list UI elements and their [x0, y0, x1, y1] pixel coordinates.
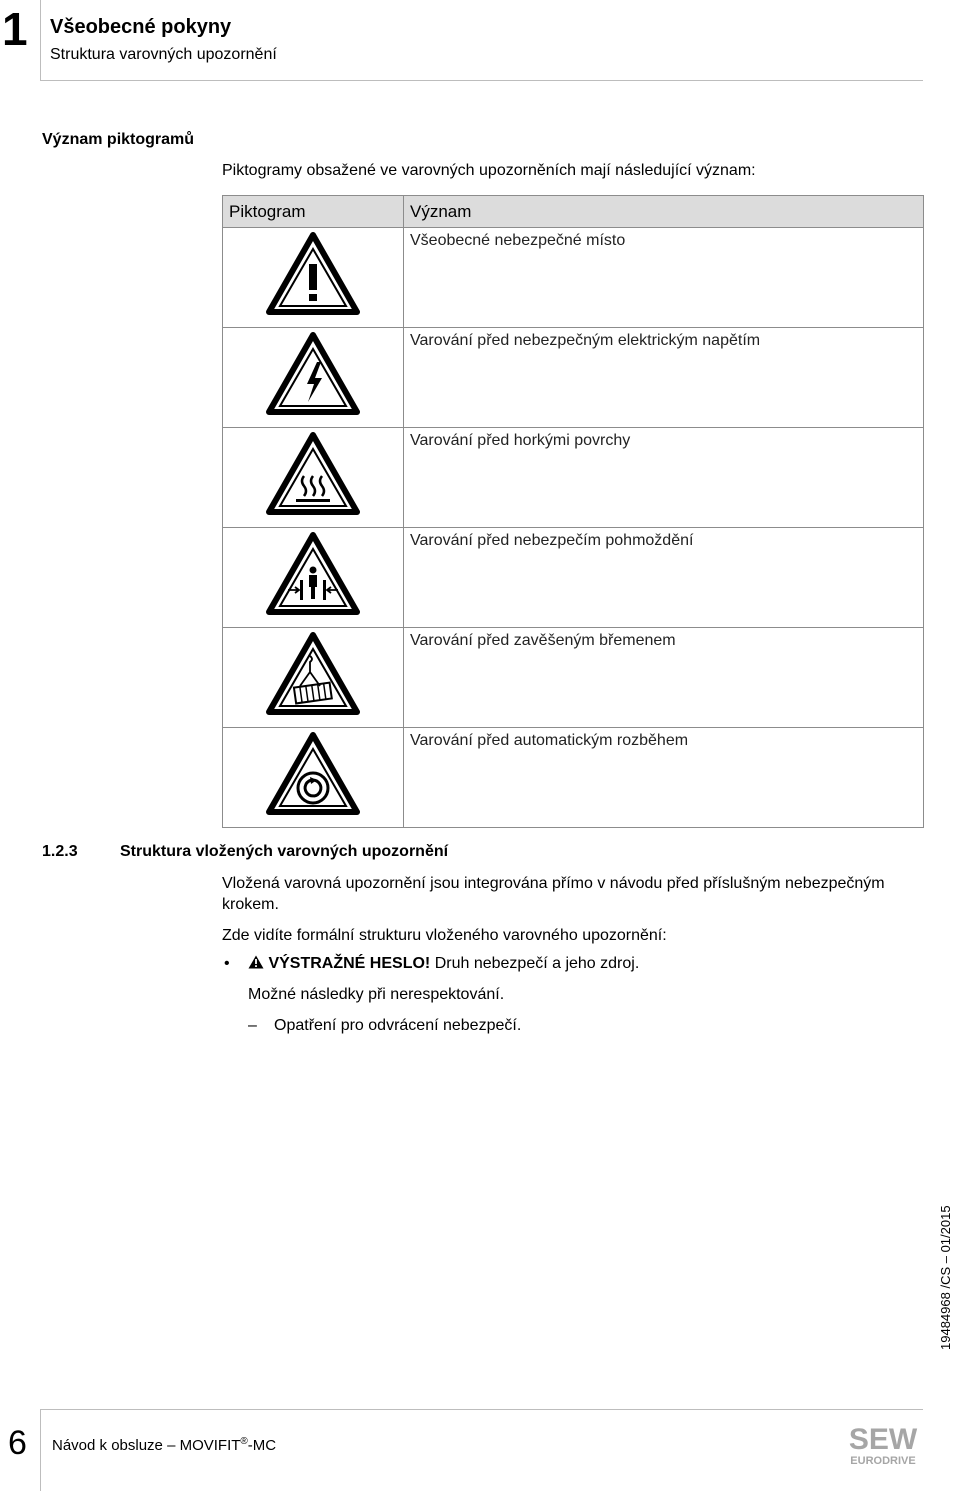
header-rule: [40, 80, 923, 81]
suspended-load-icon: [266, 632, 360, 716]
crushing-hazard-icon: [266, 532, 360, 616]
chapter-number: 1: [2, 3, 28, 55]
automatic-start-icon: [266, 732, 360, 816]
meaning-cell: Varování před zavěšeným břemenem: [404, 628, 924, 728]
section-title: Struktura vložených varovných upozornění: [120, 843, 449, 860]
consequences-text: Možné následky při nerespektování.: [248, 986, 505, 1003]
page-number: 6: [8, 1424, 27, 1462]
paragraph: Zde vidíte formální strukturu vloženého varovného upozornění:: [222, 927, 667, 944]
general-danger-icon: [266, 232, 360, 316]
danger-type-text: Druh nebezpečí a jeho zdroj.: [434, 955, 640, 972]
meaning-cell: Varování před horkými povrchy: [404, 428, 924, 528]
meaning-cell: Varování před automatickým rozběhem: [404, 728, 924, 828]
pictogram-cell: [223, 628, 404, 728]
table-row: [223, 528, 924, 628]
pictogram-table: [222, 195, 924, 828]
column-header-meaning: Význam: [404, 196, 924, 228]
column-header-pictogram: Piktogram: [223, 196, 404, 228]
section-number: 1.2.3: [42, 843, 78, 860]
table-header-row: [223, 196, 924, 228]
table-row: [223, 628, 924, 728]
footer-doc-suffix: -MC: [247, 1437, 277, 1454]
table-row: [223, 428, 924, 528]
pictogram-cell: [223, 328, 404, 428]
warning-structure-line: [248, 955, 639, 973]
signal-word: VÝSTRAŽNÉ HESLO!: [268, 955, 431, 972]
sew-eurodrive-logo: [842, 1424, 924, 1466]
footer-divider: [40, 1409, 41, 1491]
logo-text-eurodrive: EURODRIVE: [850, 1455, 916, 1466]
meaning-cell: Varování před nebezpečným elektrickým napětím: [404, 328, 924, 428]
dash-marker: –: [248, 1017, 257, 1034]
bullet-marker: •: [224, 955, 230, 972]
pictogram-cell: [223, 728, 404, 828]
header-divider: [40, 0, 41, 80]
table-row: [223, 728, 924, 828]
meaning-cell: Varování před nebezpečím pohmoždění: [404, 528, 924, 628]
footer-rule: [40, 1409, 923, 1410]
intro-text: Piktogramy obsažené ve varovných upozorněních mají následující význam:: [222, 162, 756, 179]
table-row: [223, 328, 924, 428]
logo-text-sew: SEW: [848, 1424, 918, 1456]
pictogram-cell: [223, 528, 404, 628]
section-heading: Význam piktogramů: [42, 131, 195, 148]
pictogram-cell: [223, 228, 404, 328]
meaning-cell: Všeobecné nebezpečné místo: [404, 228, 924, 328]
warning-triangle-icon: [248, 955, 264, 969]
paragraph: Vložená varovná upozornění jsou integrována přímo v návodu před příslušným nebezpečným krokem.: [222, 875, 885, 913]
registered-mark: ®: [240, 1436, 248, 1447]
table-row: [223, 228, 924, 328]
electric-voltage-icon: [266, 332, 360, 416]
footer-doc-name: Návod k obsluze – MOVIFIT: [52, 1437, 241, 1454]
pictogram-cell: [223, 428, 404, 528]
measures-text: Opatření pro odvrácení nebezpečí.: [274, 1017, 522, 1034]
header-subtitle: Struktura varovných upozornění: [50, 46, 277, 63]
hot-surface-icon: [266, 432, 360, 516]
document-code: 19484968 /CS – 01/2015: [938, 1205, 953, 1350]
footer-document-title: [52, 1436, 276, 1454]
header-title: Všeobecné pokyny: [50, 16, 232, 38]
